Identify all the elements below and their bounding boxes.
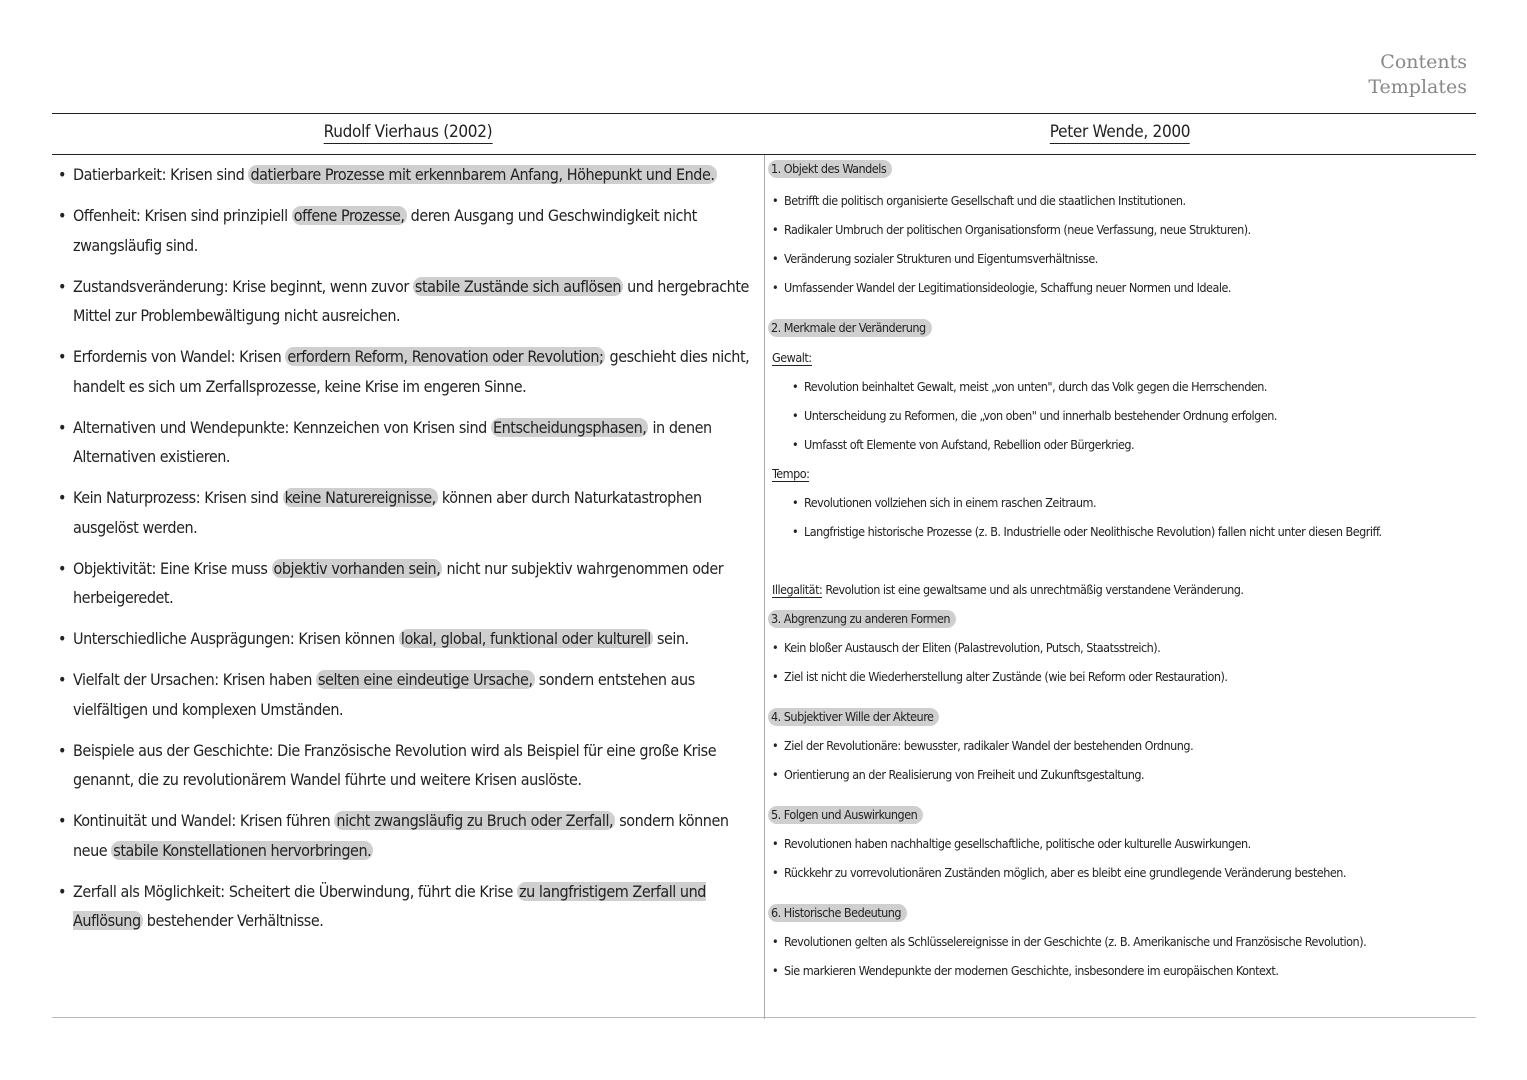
list-item: • Vielfalt der Ursachen: Krisen haben selten eine eindeutige Ursache, sondern entstehen aus vielfältigen und komplexen Umständen. <box>56 665 760 724</box>
comparison-table <box>52 113 1476 1018</box>
list-item: • Rückkehr zu vorrevolutionären Zuständen möglich, aber es bleibt eine grundlegende Veränderung bestehen. <box>768 858 1472 887</box>
list-item: • Kontinuität und Wandel: Krisen führen nicht zwangsläufig zu Bruch oder Zerfall, sondern können neue stabile Konstellationen hervorbringen. <box>56 806 760 865</box>
highlight: stabile Zustände sich auflösen <box>414 276 622 296</box>
list-item: • Revolutionen gelten als Schlüsselereignisse in der Geschichte (z. B. Amerikanische und Französische Revolution). <box>768 927 1472 956</box>
list-item: • Erfordernis von Wandel: Krisen erfordern Reform, Renovation oder Revolution; geschieht dies nicht, handelt es sich um Zerfallsprozesse, keine Krise im engeren Sinne. <box>56 342 760 401</box>
list-item: • Beispiele aus der Geschichte: Die Französische Revolution wird als Beispiel für eine große Krise genannt, die zu revolutionärem Wandel führte und weitere Krisen auslöste. <box>56 736 760 795</box>
contents-link[interactable]: Contents <box>1380 51 1467 73</box>
list-item: • Unterscheidung zu Reformen, die „von oben" und innerhalb bestehender Ordnung erfolgen. <box>768 401 1472 430</box>
list-item: • Betrifft die politisch organisierte Gesellschaft und die staatlichen Institutionen. <box>768 186 1472 215</box>
templates-link[interactable]: Templates <box>1368 76 1467 98</box>
top-navigation <box>1368 50 1467 100</box>
highlight: offene Prozesse, <box>293 206 405 225</box>
list-item: • Kein bloßer Austausch der Eliten (Palastrevolution, Putsch, Staatsstreich). <box>768 633 1472 662</box>
list-item: • Datierbarkeit: Krisen sind datierbare Prozesse mit erkennbarem Anfang, Höhepunkt und Ende. <box>56 160 760 190</box>
column-divider <box>764 155 765 1019</box>
section-heading: 4. Subjektiver Wille der Akteure <box>768 708 939 726</box>
section-heading: 6. Historische Bedeutung <box>768 904 907 922</box>
highlight: datierbare Prozesse mit erkennbarem Anfang, Höhepunkt und Ende. <box>250 165 715 184</box>
list-item: • Zerfall als Möglichkeit: Scheitert die Überwindung, führt die Krise zu langfristigem Zerfall und Auflösung bestehender Verhältnisse. <box>56 877 760 936</box>
list-item: • Revolutionen vollziehen sich in einem raschen Zeitraum. <box>768 488 1472 517</box>
highlight: selten eine eindeutige Ursache, <box>318 670 533 689</box>
list-item: • Langfristige historische Prozesse (z. B. Industrielle oder Neolithische Revolution) fallen nicht unter diesen Begriff. <box>768 517 1472 546</box>
list-item: • Revolution beinhaltet Gewalt, meist „von unten", durch das Volk gegen die Herrschenden. <box>768 372 1472 401</box>
highlight: Entscheidungsphasen, <box>492 417 647 437</box>
highlight: objektiv vorhanden sein, <box>273 558 441 578</box>
section-heading: 2. Merkmale der Veränderung <box>768 319 932 337</box>
highlight: zu langfristigem Zerfall und Auflösung <box>73 881 706 930</box>
list-item: • Unterschiedliche Ausprägungen: Krisen können lokal, global, funktional oder kulturell sein. <box>56 624 760 654</box>
wende-criteria-list <box>768 160 1472 985</box>
right-column-header <box>764 114 1476 155</box>
illegality-note: Illegalität: Revolution ist eine gewaltsame und als unrechtmäßig verstandene Veränderung. <box>772 582 1244 597</box>
list-item: • Ziel der Revolutionäre: bewusster, radikaler Wandel der bestehenden Ordnung. <box>768 731 1472 760</box>
list-item: • Zustandsveränderung: Krise beginnt, wenn zuvor stabile Zustände sich auflösen und hergebrachte Mittel zur Problembewältigung nicht ausreichen. <box>56 272 760 331</box>
sub-label: Gewalt: <box>772 350 812 365</box>
left-column-title: Rudolf Vierhaus (2002) <box>323 122 493 142</box>
section-heading: 5. Folgen und Auswirkungen <box>768 806 923 824</box>
list-item: • Offenheit: Krisen sind prinzipiell offene Prozesse, deren Ausgang und Geschwindigkeit nicht zwangsläufig sind. <box>56 201 760 260</box>
list-item: • Objektivität: Eine Krise muss objektiv vorhanden sein, nicht nur subjektiv wahrgenommen oder herbeigeredet. <box>56 554 760 613</box>
vierhaus-criteria-list <box>56 160 760 947</box>
list-item: • Sie markieren Wendepunkte der modernen Geschichte, insbesondere im europäischen Kontext. <box>768 956 1472 985</box>
list-item: • Alternativen und Wendepunkte: Kennzeichen von Krisen sind Entscheidungsphasen, in denen Alternativen existieren. <box>56 413 760 472</box>
right-column-title: Peter Wende, 2000 <box>1049 122 1191 142</box>
highlight: erfordern Reform, Renovation oder Revolution; <box>287 347 604 366</box>
list-item: • Umfasst oft Elemente von Aufstand, Rebellion oder Bürgerkrieg. <box>768 430 1472 459</box>
list-item: • Revolutionen haben nachhaltige gesellschaftliche, politische oder kulturelle Auswirkungen. <box>768 829 1472 858</box>
list-item: • Ziel ist nicht die Wiederherstellung alter Zustände (wie bei Reform oder Restauration). <box>768 662 1472 691</box>
left-column-header <box>52 114 764 155</box>
highlight: nicht zwangsläufig zu Bruch oder Zerfall, <box>336 811 614 830</box>
section-heading: 3. Abgrenzung zu anderen Formen <box>768 610 956 628</box>
highlight: keine Naturereignisse, <box>284 488 436 507</box>
highlight: stabile Konstellationen hervorbringen. <box>113 840 372 860</box>
list-item: • Radikaler Umbruch der politischen Organisationsform (neue Verfassung, neue Strukturen). <box>768 215 1472 244</box>
highlight: lokal, global, funktional oder kulturell <box>400 629 651 648</box>
list-item: • Orientierung an der Realisierung von Freiheit und Zukunftsgestaltung. <box>768 760 1472 789</box>
list-item: • Kein Naturprozess: Krisen sind keine Naturereignisse, können aber durch Naturkatastrophen ausgelöst werden. <box>56 483 760 542</box>
list-item: • Umfassender Wandel der Legitimationsideologie, Schaffung neuer Normen und Ideale. <box>768 273 1472 302</box>
list-item: • Veränderung sozialer Strukturen und Eigentumsverhältnisse. <box>768 244 1472 273</box>
sub-label: Tempo: <box>772 466 810 481</box>
section-heading: 1. Objekt des Wandels <box>768 160 892 178</box>
